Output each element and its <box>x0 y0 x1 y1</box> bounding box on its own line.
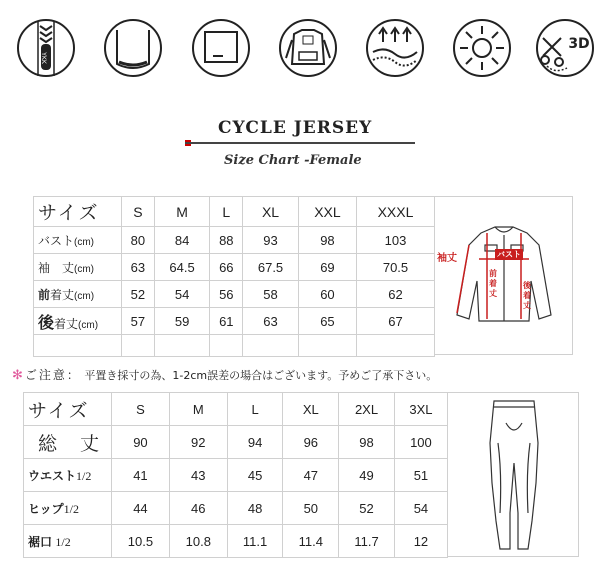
size-col: S <box>122 197 155 227</box>
back-length-label: 後着丈 <box>523 281 531 310</box>
bust-label: バスト <box>497 250 521 259</box>
table-cell: 48 <box>227 492 283 525</box>
size-col: 2XL <box>339 393 395 426</box>
table-cell: 67.5 <box>243 254 299 281</box>
table-cell: 63 <box>243 308 299 335</box>
table-cell: 93 <box>243 227 299 254</box>
note-text: 平置き採寸の為、1-2cm誤差の場合はございます。予めご了承下さい。 <box>84 369 438 382</box>
front-length-label: 前着丈 <box>489 269 497 298</box>
jersey-diagram-box <box>435 196 573 355</box>
table-cell: 98 <box>298 227 356 254</box>
feature-icon-row <box>8 18 594 102</box>
table-cell: 59 <box>154 308 210 335</box>
table-cell: 88 <box>210 227 243 254</box>
pants-diagram <box>448 393 579 558</box>
table-cell: 84 <box>154 227 210 254</box>
size-col: M <box>154 197 210 227</box>
table-cell: 50 <box>283 492 339 525</box>
table-cell: 61 <box>210 308 243 335</box>
size-col: XL <box>283 393 339 426</box>
table-cell: 96 <box>283 426 339 459</box>
breathable-fabric-icon <box>365 18 425 102</box>
asterisk-icon: ✻ <box>12 368 23 383</box>
table-cell: 69 <box>298 254 356 281</box>
table-cell: 52 <box>122 281 155 308</box>
table-row <box>34 308 435 335</box>
row-label: 裾口 1/2 <box>24 525 112 558</box>
page-subtitle: Size Chart -Female <box>224 153 362 168</box>
size-col: S <box>112 393 170 426</box>
table-cell: 54 <box>154 281 210 308</box>
table-cell: 41 <box>112 459 170 492</box>
table-cell: 100 <box>394 426 447 459</box>
table-cell: 98 <box>339 426 395 459</box>
table-header-row <box>34 197 435 227</box>
row-label: ヒップ1/2 <box>24 492 112 525</box>
jersey-diagram <box>435 197 573 356</box>
row-label: ウエスト1/2 <box>24 459 112 492</box>
table-cell: 67 <box>357 308 435 335</box>
size-col: 3XL <box>394 393 447 426</box>
row-label: 袖 丈(cm) <box>34 254 122 281</box>
table-cell: 62 <box>357 281 435 308</box>
size-header: サイズ <box>24 393 112 426</box>
size-col: L <box>227 393 283 426</box>
table-cell: 49 <box>339 459 395 492</box>
table-cell: 51 <box>394 459 447 492</box>
table-cell: 70.5 <box>357 254 435 281</box>
table-row <box>24 492 448 525</box>
size-col: XXL <box>298 197 356 227</box>
table-cell: 44 <box>112 492 170 525</box>
pants-diagram-box <box>448 392 579 557</box>
table-row <box>24 525 448 558</box>
table-cell: 52 <box>339 492 395 525</box>
pants-size-table <box>23 392 448 558</box>
table-cell: 43 <box>169 459 227 492</box>
note-lead: ご注意： <box>24 368 81 382</box>
size-header: サイズ <box>34 197 122 227</box>
collar-icon <box>103 18 163 102</box>
table-cell: 92 <box>169 426 227 459</box>
3d-cut-icon <box>535 18 595 102</box>
table-cell: 11.4 <box>283 525 339 558</box>
size-col: M <box>169 393 227 426</box>
page-title: CYCLE JERSEY <box>218 118 373 138</box>
size-col: XXXL <box>357 197 435 227</box>
zipper-icon <box>16 18 76 102</box>
table-row <box>24 426 448 459</box>
table-cell: 66 <box>210 254 243 281</box>
row-label: バスト(cm) <box>34 227 122 254</box>
jersey-size-table <box>33 196 435 357</box>
table-cell: 46 <box>169 492 227 525</box>
table-header-row <box>24 393 448 426</box>
table-cell: 90 <box>112 426 170 459</box>
table-cell: 103 <box>357 227 435 254</box>
table-cell: 80 <box>122 227 155 254</box>
table-row <box>34 227 435 254</box>
table-cell: 47 <box>283 459 339 492</box>
pocket-icon <box>191 18 251 102</box>
table-empty-row <box>34 335 435 357</box>
table-cell: 54 <box>394 492 447 525</box>
table-cell: 94 <box>227 426 283 459</box>
table-row <box>24 459 448 492</box>
size-col: L <box>210 197 243 227</box>
table-cell: 63 <box>122 254 155 281</box>
table-cell: 11.1 <box>227 525 283 558</box>
table-cell: 45 <box>227 459 283 492</box>
3d-text: 3D <box>568 36 590 52</box>
table-cell: 64.5 <box>154 254 210 281</box>
table-cell: 56 <box>210 281 243 308</box>
table-cell: 12 <box>394 525 447 558</box>
table-cell: 11.7 <box>339 525 395 558</box>
table-cell: 65 <box>298 308 356 335</box>
jersey-back-icon <box>278 18 338 102</box>
sizing-note <box>12 366 437 383</box>
table-cell: 10.8 <box>169 525 227 558</box>
sleeve-label: 袖丈 <box>437 253 457 264</box>
row-label: 総 丈 <box>24 426 112 459</box>
table-row <box>34 281 435 308</box>
sun-uv-icon <box>452 18 512 102</box>
title-underline <box>185 142 415 144</box>
size-col: XL <box>243 197 299 227</box>
table-cell: 58 <box>243 281 299 308</box>
table-cell: 60 <box>298 281 356 308</box>
row-label: 前着丈(cm) <box>34 281 122 308</box>
table-row <box>34 254 435 281</box>
zipper-brand-text: YKK <box>40 52 47 64</box>
row-label: 後着丈(cm) <box>34 308 122 335</box>
table-cell: 10.5 <box>112 525 170 558</box>
table-cell: 57 <box>122 308 155 335</box>
